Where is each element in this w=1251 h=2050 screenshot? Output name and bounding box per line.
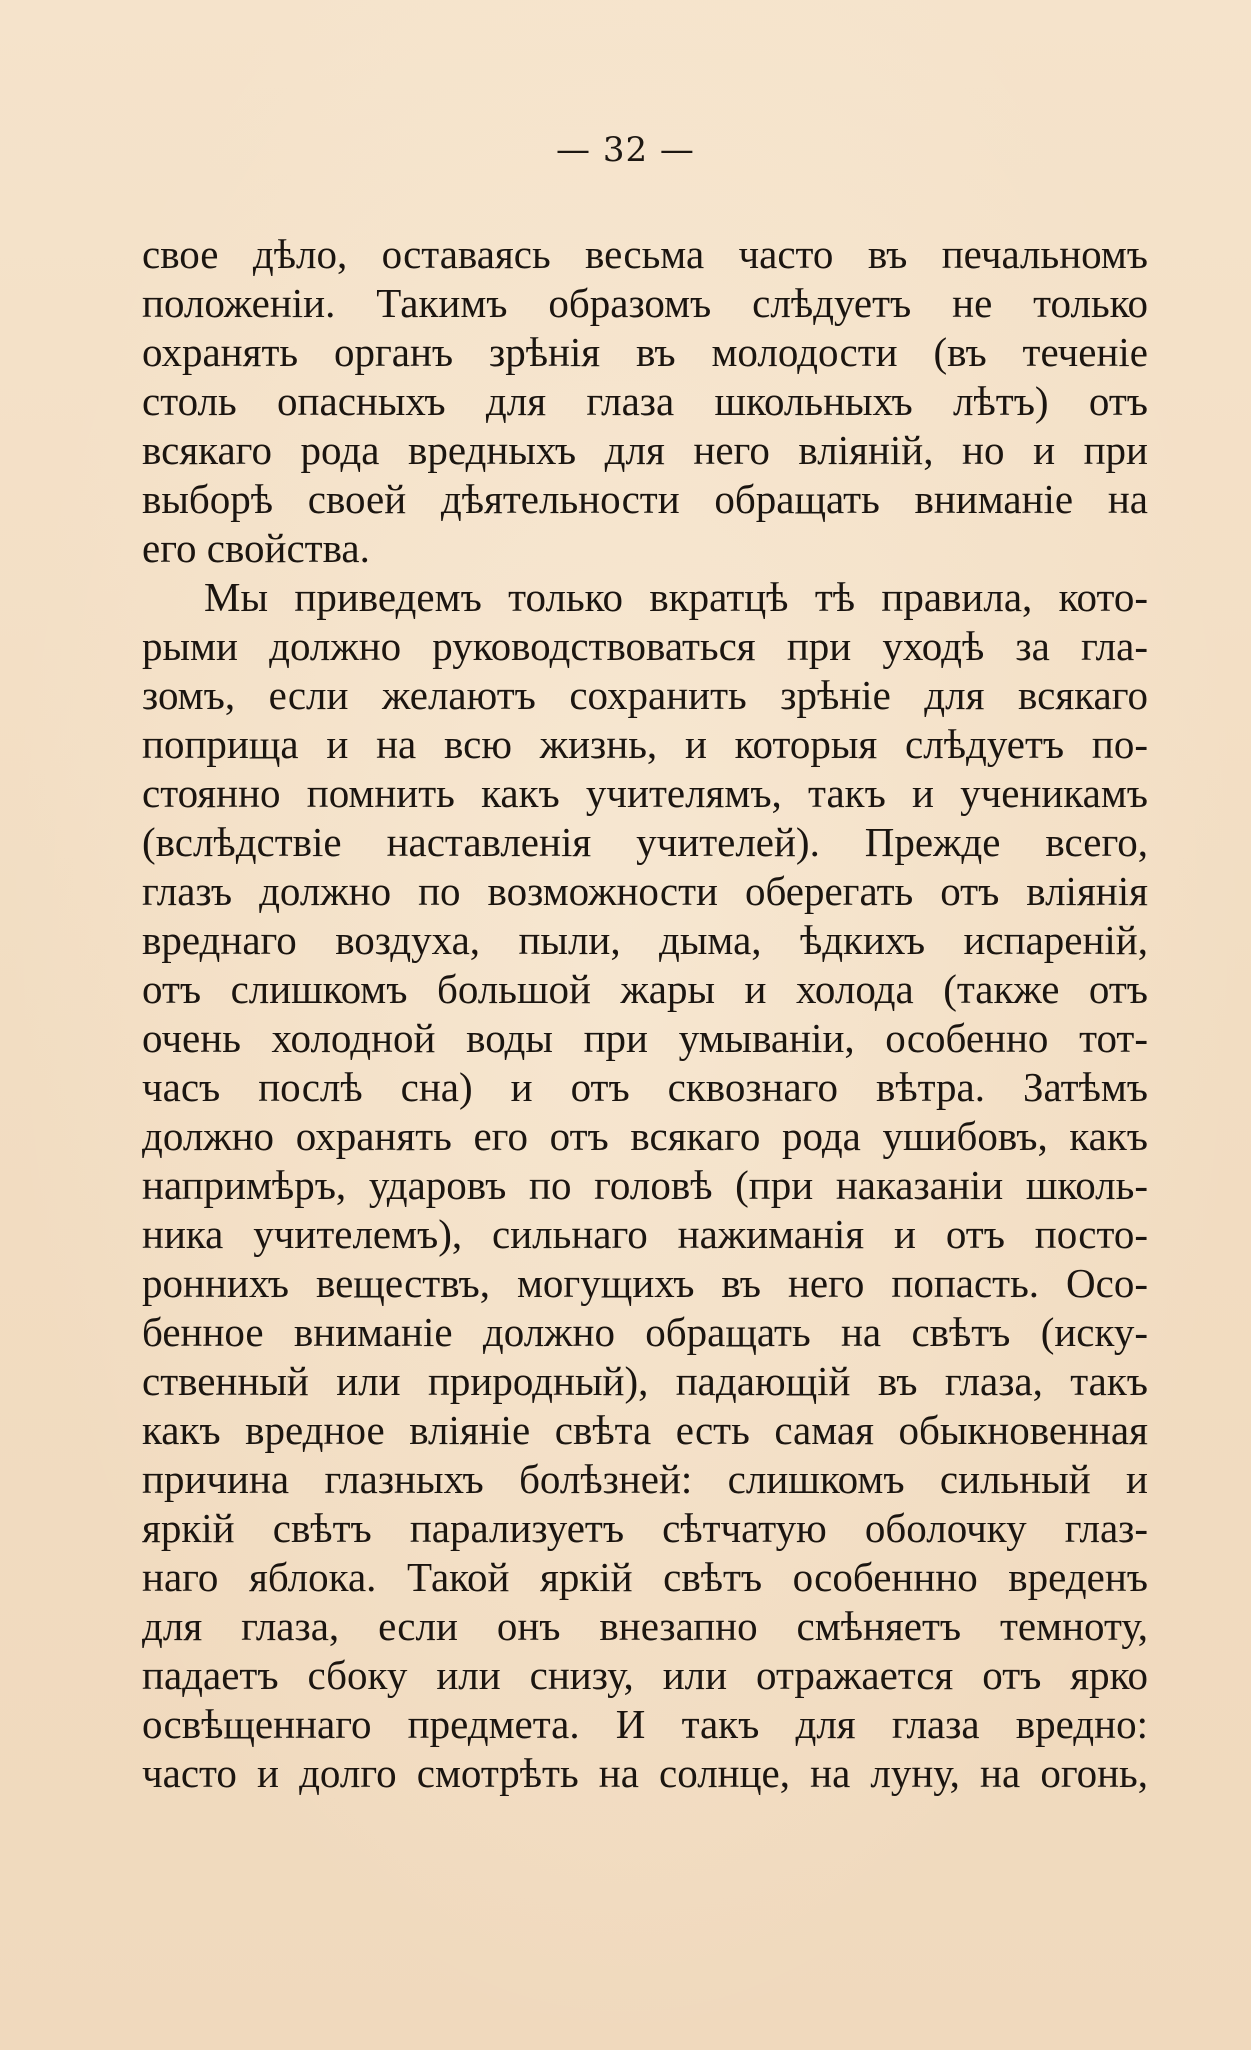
text-line: отъ слишкомъ большой жары и холода (также отъ	[142, 966, 1148, 1012]
text-line: освѣщеннаго предмета. И такъ для глаза вредно:	[142, 1701, 1148, 1747]
page-number: — 32 —	[556, 130, 695, 170]
text-line: роннихъ веществъ, могущихъ въ него попасть. Осо-	[142, 1260, 1148, 1306]
text-line: его свойства.	[142, 525, 370, 571]
text-line: падаетъ сбоку или снизу, или отражается отъ ярко	[142, 1652, 1148, 1698]
text-line: ника учителемъ), сильнаго нажиманія и отъ посто-	[142, 1211, 1148, 1257]
body-text	[142, 230, 1148, 1798]
text-line: зомъ, если желаютъ сохранить зрѣніе для всякаго	[142, 672, 1148, 718]
text-line: часъ послѣ сна) и отъ сквознаго вѣтра. Затѣмъ	[142, 1064, 1148, 1110]
text-line: охранять органъ зрѣнія въ молодости (въ теченіе	[142, 329, 1148, 375]
text-line: напримѣръ, ударовъ по головѣ (при наказаніи школь-	[142, 1162, 1148, 1208]
text-line: для глаза, если онъ внезапно смѣняетъ темноту,	[142, 1603, 1148, 1649]
text-line: стоянно помнить какъ учителямъ, такъ и ученикамъ	[142, 770, 1148, 816]
text-line: (вслѣдствіе наставленія учителей). Прежде всего,	[142, 819, 1148, 865]
text-line: часто и долго смотрѣть на солнце, на луну, на огонь,	[142, 1750, 1148, 1796]
text-line: рыми должно руководствоваться при уходѣ за гла-	[142, 623, 1148, 669]
text-line: должно охранять его отъ всякаго рода ушибовъ, какъ	[142, 1113, 1148, 1159]
text-line: вреднаго воздуха, пыли, дыма, ѣдкихъ испареній,	[142, 917, 1148, 963]
text-line: Мы приведемъ только вкратцѣ тѣ правила, кото-	[204, 574, 1148, 620]
text-line: какъ вредное вліяніе свѣта есть самая обыкновенная	[142, 1407, 1148, 1453]
text-line: всякаго рода вредныхъ для него вліяній, но и при	[142, 427, 1148, 473]
text-line: свое дѣло, оставаясь весьма часто въ печальномъ	[142, 231, 1148, 277]
text-line: поприща и на всю жизнь, и которыя слѣдуетъ по-	[142, 721, 1148, 767]
text-line: положеніи. Такимъ образомъ слѣдуетъ не только	[142, 280, 1148, 326]
text-line: яркій свѣтъ парализуетъ сѣтчатую оболочку глаз-	[142, 1505, 1148, 1551]
text-line: бенное вниманіе должно обращать на свѣтъ (иску-	[142, 1309, 1148, 1355]
text-line: глазъ должно по возможности оберегать отъ вліянія	[142, 868, 1148, 914]
text-line: причина глазныхъ болѣзней: слишкомъ сильный и	[142, 1456, 1148, 1502]
text-line: выборѣ своей дѣятельности обращать вниманіе на	[142, 476, 1148, 522]
text-line: наго яблока. Такой яркій свѣтъ особеннно вреденъ	[142, 1554, 1148, 1600]
paragraph-2	[142, 573, 1148, 1798]
text-line: столь опасныхъ для глаза школьныхъ лѣтъ) отъ	[142, 378, 1148, 424]
text-line: очень холодной воды при умываніи, особенно тот-	[142, 1015, 1148, 1061]
text-line: ственный или природный), падающій въ глаза, такъ	[142, 1358, 1148, 1404]
paragraph-1	[142, 230, 1148, 573]
